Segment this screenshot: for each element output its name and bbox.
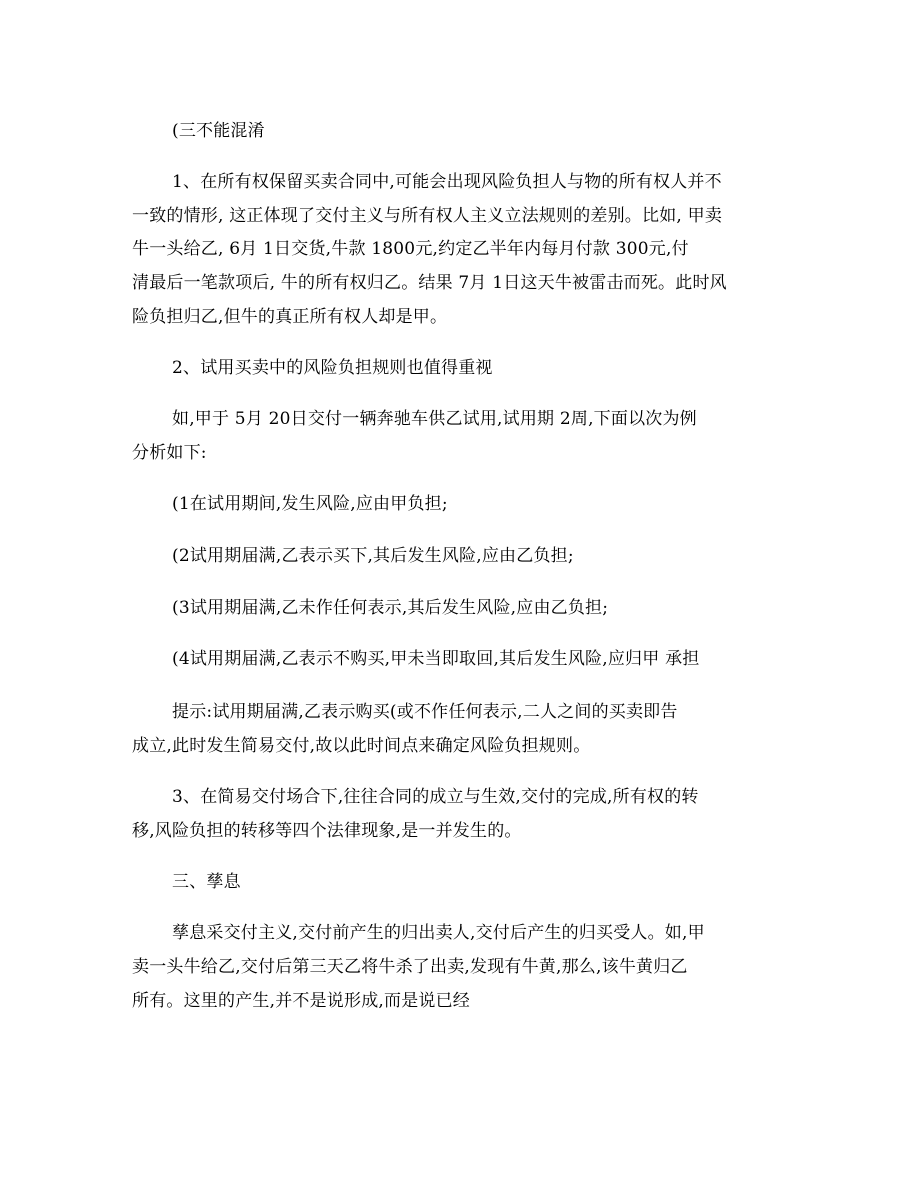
paragraph-2-heading: 2、试用买卖中的风险负担规则也值得重视 <box>172 358 493 378</box>
fruits-paragraph-line-1: 孳息采交付主义,交付前产生的归出卖人,交付后产生的归买受人。如,甲 <box>172 923 705 943</box>
case-4: (4试用期届满,乙表示不购买,甲未当即取回,其后发生风险,应归甲 承担 <box>172 649 700 669</box>
paragraph-1-line-3: 牛一头给乙, 6月 1日交货,牛款 1800元,约定乙半年内每月付款 300元,付 <box>132 239 689 259</box>
paragraph-3-line-2: 移,风险负担的转移等四个法律现象,是一并发生的。 <box>132 821 522 841</box>
section-heading-three-no-confusion: (三不能混淆 <box>172 121 265 141</box>
paragraph-3-line-1: 3、在简易交付场合下,往往合同的成立与生效,交付的完成,所有权的转 <box>172 787 699 807</box>
paragraph-1-line-4: 清最后一笔款项后, 牛的所有权归乙。结果 7月 1日这天牛被雷击而死。此时风 <box>132 273 727 293</box>
paragraph-1-line-5: 险负担归乙,但牛的真正所有权人却是甲。 <box>132 307 448 327</box>
case-2: (2试用期届满,乙表示买下,其后发生风险,应由乙负担; <box>172 546 574 566</box>
fruits-paragraph-line-2: 卖一头牛给乙,交付后第三天乙将牛杀了出卖,发现有牛黄,那么,该牛黄归乙 <box>132 957 688 977</box>
case-1: (1在试用期间,发生风险,应由甲负担; <box>172 494 448 514</box>
paragraph-1-line-1: 1、在所有权保留买卖合同中,可能会出现风险负担人与物的所有权人并不 <box>172 172 722 192</box>
paragraph-1-line-2: 一致的情形, 这正体现了交付主义与所有权人主义立法规则的差别。比如, 甲卖 <box>132 206 723 226</box>
case-3: (3试用期届满,乙未作任何表示,其后发生风险,应由乙负担; <box>172 598 609 618</box>
fruits-paragraph-line-3: 所有。这里的产生,并不是说形成,而是说已经 <box>132 991 471 1011</box>
example-line-2: 分析如下: <box>132 443 207 463</box>
section-heading-fruits: 三、孳息 <box>172 872 241 892</box>
example-line-1: 如,甲于 5月 20日交付一辆奔驰车供乙试用,试用期 2周,下面以次为例 <box>172 409 697 429</box>
hint-line-2: 成立,此时发生简易交付,故以此时间点来确定风险负担规则。 <box>132 736 591 756</box>
hint-line-1: 提示:试用期届满,乙表示购买(或不作任何表示,二人之间的买卖即告 <box>172 702 678 722</box>
